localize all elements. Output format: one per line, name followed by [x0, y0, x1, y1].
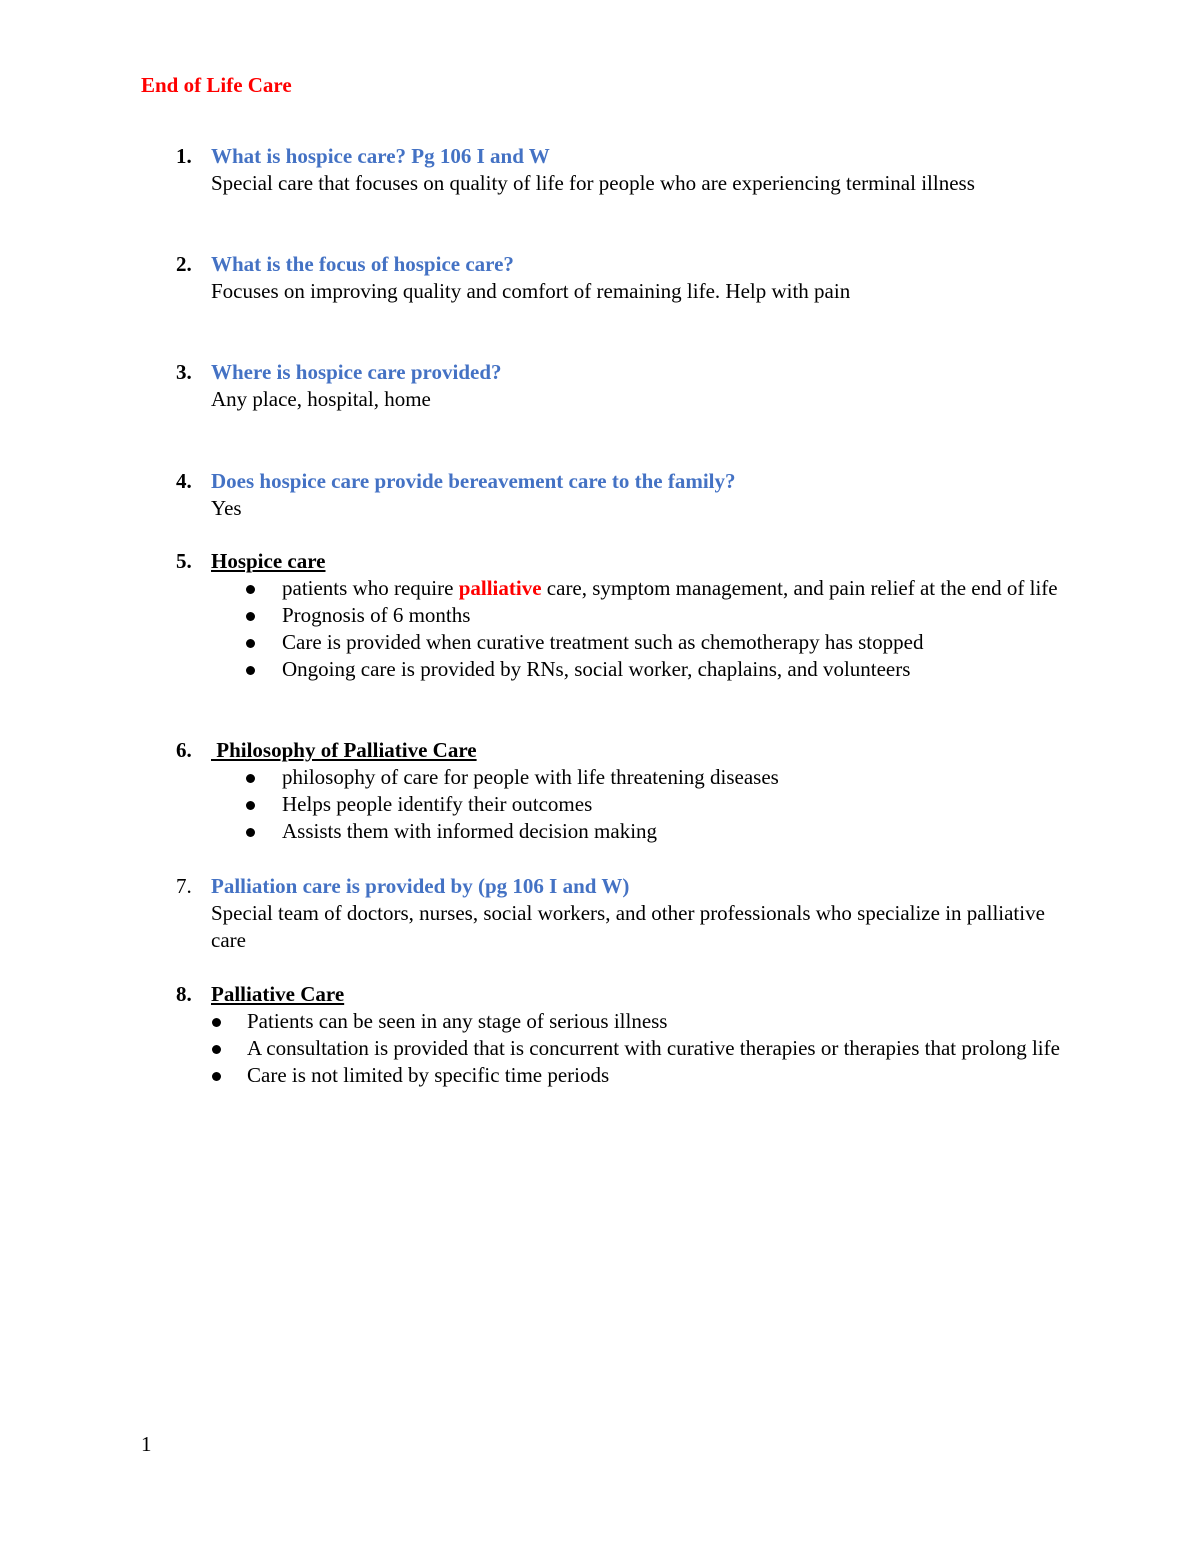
- question-text: What is hospice care? Pg 106 I and W: [211, 144, 550, 168]
- item-number: 3.: [176, 360, 192, 384]
- question-item-4: [0, 468, 1100, 522]
- bullet-list: [211, 764, 1071, 845]
- item-number: 7.: [176, 874, 192, 898]
- answer-text: Any place, hospital, home: [211, 387, 431, 411]
- list-item: patients who require palliative care, symptom management, and pain relief at the end of life: [0, 575, 1071, 602]
- answer-text: Yes: [211, 496, 242, 520]
- item-number: 1.: [176, 144, 192, 168]
- list-item: Assists them with informed decision making: [0, 818, 1071, 845]
- section-heading: Philosophy of Palliative Care: [211, 738, 477, 762]
- list-item: Helps people identify their outcomes: [0, 791, 1071, 818]
- question-item-7: [0, 873, 1100, 954]
- answer-text: Special team of doctors, nurses, social workers, and other professionals who specialize in palliative care: [211, 901, 1045, 952]
- question-text: Does hospice care provide bereavement care to the family?: [211, 469, 736, 493]
- list-item: philosophy of care for people with life threatening diseases: [0, 764, 1071, 791]
- bullet-list: [211, 1008, 1071, 1089]
- section-philosophy-palliative-care: [0, 737, 1100, 845]
- item-number: 2.: [176, 252, 192, 276]
- question-item-3: [0, 359, 1100, 413]
- section-palliative-care: [0, 981, 1100, 1089]
- section-heading: Hospice care: [211, 549, 326, 573]
- list-item: Care is not limited by specific time periods: [0, 1062, 1071, 1089]
- section-hospice-care: [0, 548, 1100, 683]
- question-text: What is the focus of hospice care?: [211, 252, 514, 276]
- list-item: Patients can be seen in any stage of serious illness: [0, 1008, 1071, 1035]
- document-title: End of Life Care: [141, 73, 292, 97]
- section-heading: Palliative Care: [211, 982, 345, 1006]
- question-item-1: [0, 143, 1100, 197]
- page-number: 1: [141, 1432, 152, 1456]
- item-number: 5.: [176, 549, 192, 573]
- answer-text: Focuses on improving quality and comfort of remaining life. Help with pain: [211, 279, 851, 303]
- bullet-list: [211, 575, 1071, 683]
- list-item: Prognosis of 6 months: [0, 602, 1071, 629]
- list-item: A consultation is provided that is concurrent with curative therapies or therapies that prolong life: [0, 1035, 1071, 1062]
- item-number: 6.: [176, 738, 192, 762]
- list-item: Care is provided when curative treatment such as chemotherapy has stopped: [0, 629, 1071, 656]
- question-text: Where is hospice care provided?: [211, 360, 502, 384]
- list-item: Ongoing care is provided by RNs, social worker, chaplains, and volunteers: [0, 656, 1071, 683]
- item-number: 4.: [176, 469, 192, 493]
- question-text: Palliation care is provided by (pg 106 I and W): [211, 874, 630, 898]
- item-number: 8.: [176, 982, 192, 1006]
- answer-text: Special care that focuses on quality of life for people who are experiencing terminal illness: [211, 171, 975, 195]
- question-item-2: [0, 251, 1100, 305]
- highlight-word: palliative: [458, 576, 542, 600]
